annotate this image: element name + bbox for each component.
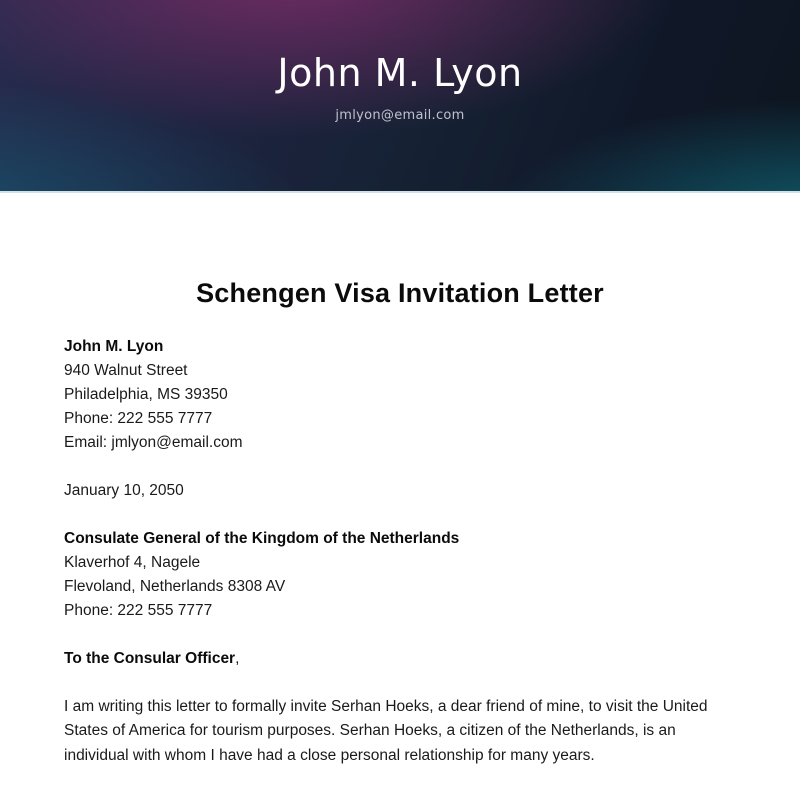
recipient-name: Consulate General of the Kingdom of the Netherlands (64, 530, 460, 547)
salutation-line (64, 647, 736, 671)
date-block (64, 479, 736, 503)
sender-name: John M. Lyon (64, 338, 164, 355)
sender-street: 940 Walnut Street (64, 362, 188, 379)
recipient-block (64, 527, 736, 623)
salutation-block (64, 647, 736, 671)
letterhead-email: jmlyon@email.com (335, 108, 465, 123)
recipient-city: Flevoland, Netherlands 8308 AV (64, 578, 286, 595)
recipient-phone: Phone: 222 555 7777 (64, 602, 213, 619)
body-paragraph: I am writing this letter to formally invite Serhan Hoeks, a dear friend of mine, to visit the United States of America for tourism purposes. Serhan Hoeks, a citizen of the Netherlands, is an individual with whom I have had a close personal relationship for many years. (64, 698, 708, 764)
letterhead-name: John M. Lyon (277, 51, 523, 95)
salutation-comma: , (235, 650, 240, 667)
sender-email: Email: jmlyon@email.com (64, 434, 243, 451)
sender-block (64, 335, 736, 455)
letter-content (0, 274, 800, 768)
letterhead (0, 0, 800, 193)
letter-date: January 10, 2050 (64, 482, 184, 499)
recipient-street: Klaverhof 4, Nagele (64, 554, 201, 571)
letter-title: Schengen Visa Invitation Letter (196, 278, 604, 308)
sender-phone: Phone: 222 555 7777 (64, 410, 213, 427)
sender-city: Philadelphia, MS 39350 (64, 386, 228, 403)
salutation-text: To the Consular Officer (64, 650, 236, 667)
body-paragraph-block (64, 695, 736, 768)
